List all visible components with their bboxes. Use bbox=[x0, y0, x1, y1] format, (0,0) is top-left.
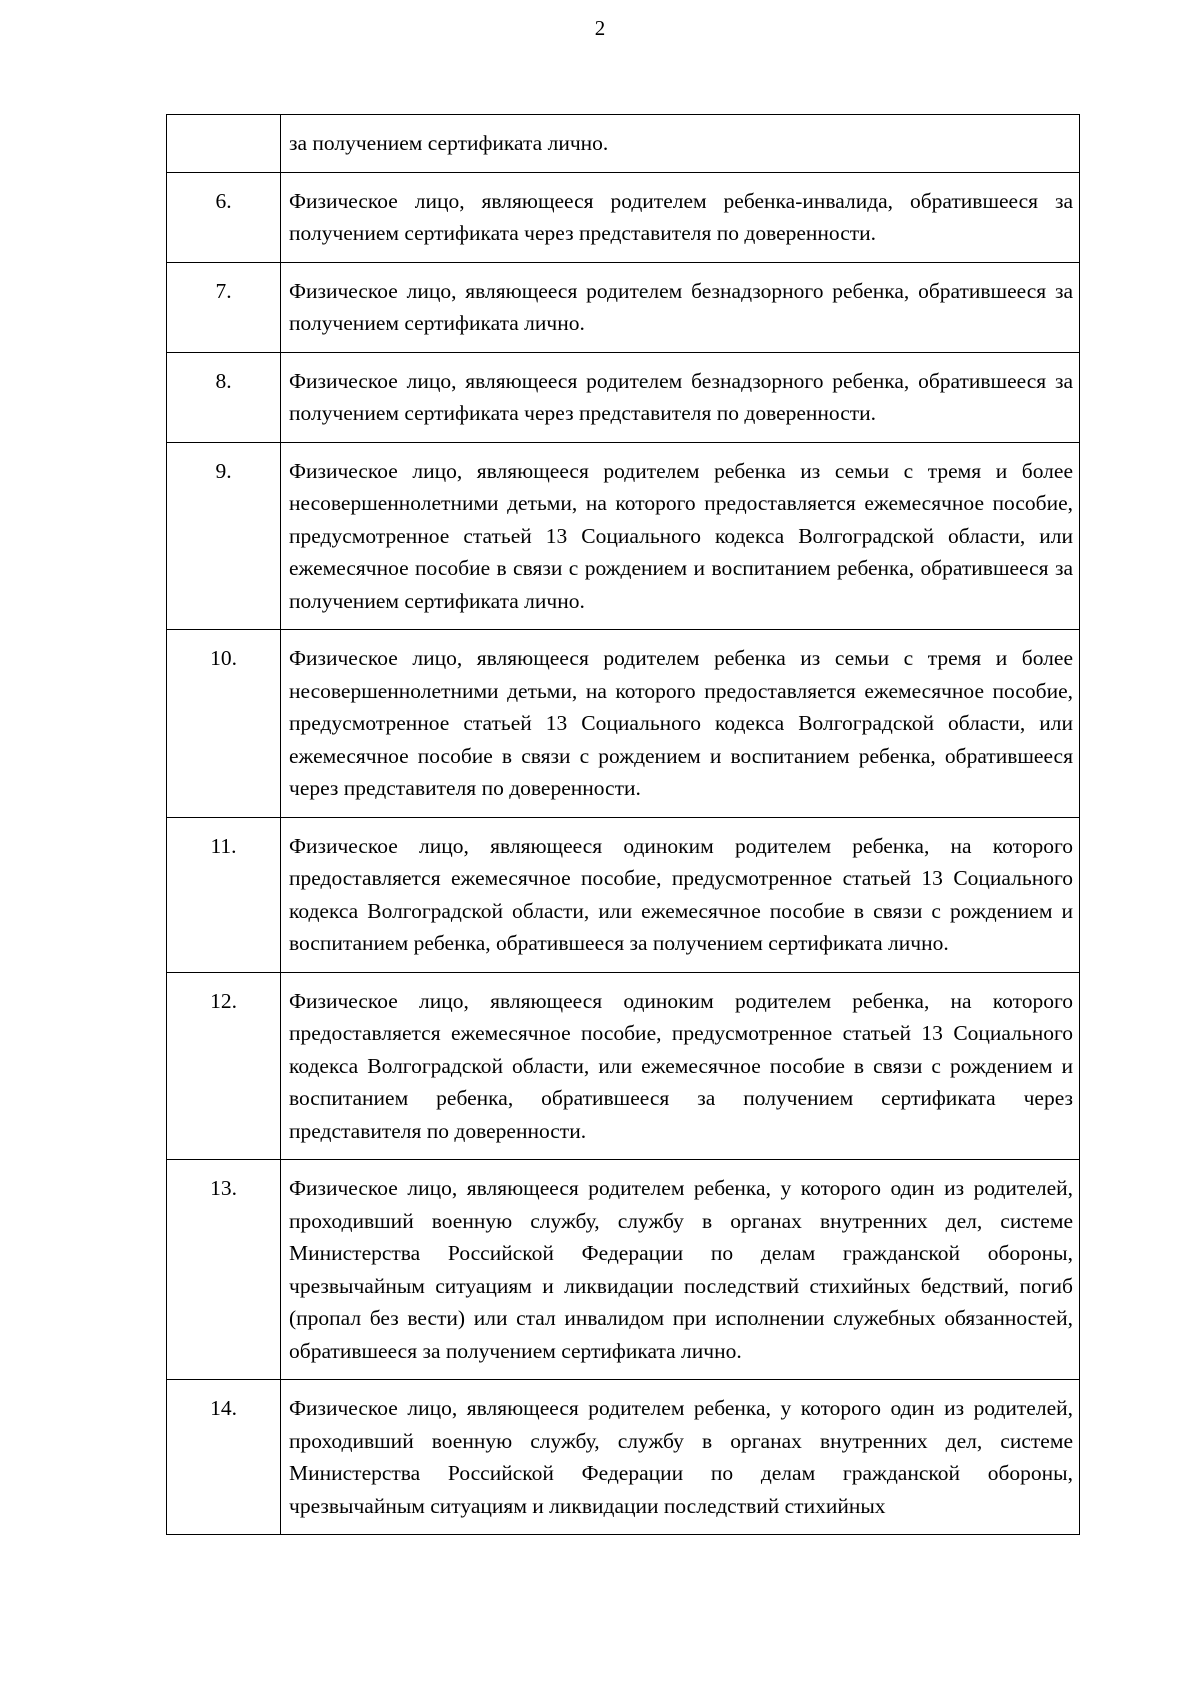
row-number: 11. bbox=[167, 817, 281, 972]
row-number: 12. bbox=[167, 972, 281, 1160]
table-row bbox=[167, 630, 1080, 818]
table-row bbox=[167, 172, 1080, 262]
row-text: Физическое лицо, являющееся родителем ребенка, у которого один из родителей, проходивший военную службу, службу в органах внутренних дел, системе Министерства Российской Федерации по делам гражданской обороны, чрезвычайным ситуациям и ликвидации последствий стихийных bbox=[281, 1380, 1080, 1535]
row-text: Физическое лицо, являющееся родителем безнадзорного ребенка, обратившееся за получением сертификата через представителя по доверенности. bbox=[281, 352, 1080, 442]
table-row bbox=[167, 352, 1080, 442]
row-number: 14. bbox=[167, 1380, 281, 1535]
row-text: Физическое лицо, являющееся родителем ребенка из семьи с тремя и более несовершеннолетними детьми, на которого предоставляется ежемесячное пособие, предусмотренное статьей 13 Социального кодекса Волгоградской области, или ежемесячное пособие в связи с рождением и воспитанием ребенка, обратившееся за получением сертификата лично. bbox=[281, 442, 1080, 630]
table-row bbox=[167, 972, 1080, 1160]
table-row bbox=[167, 817, 1080, 972]
row-text: Физическое лицо, являющееся родителем ребенка, у которого один из родителей, проходивший военную службу, службу в органах внутренних дел, системе Министерства Российской Федерации по делам гражданской обороны, чрезвычайным ситуациям и ликвидации последствий стихийных бедствий, погиб (пропал без вести) или стал инвалидом при исполнении служебных обязанностей, обратившееся за получением сертификата лично. bbox=[281, 1160, 1080, 1380]
row-number: 8. bbox=[167, 352, 281, 442]
table-row bbox=[167, 1380, 1080, 1535]
row-number: 7. bbox=[167, 262, 281, 352]
row-number: 6. bbox=[167, 172, 281, 262]
document-table bbox=[166, 114, 1080, 1535]
row-text: за получением сертификата лично. bbox=[281, 115, 1080, 173]
row-text: Физическое лицо, являющееся родителем ребенка из семьи с тремя и более несовершеннолетними детьми, на которого предоставляется ежемесячное пособие, предусмотренное статьей 13 Социального кодекса Волгоградской области, или ежемесячное пособие в связи с рождением и воспитанием ребенка, обратившееся через представителя по доверенности. bbox=[281, 630, 1080, 818]
table-row bbox=[167, 442, 1080, 630]
row-number bbox=[167, 115, 281, 173]
row-number: 9. bbox=[167, 442, 281, 630]
page-number: 2 bbox=[594, 16, 606, 40]
table-row bbox=[167, 115, 1080, 173]
table-row bbox=[167, 262, 1080, 352]
row-text: Физическое лицо, являющееся родителем безнадзорного ребенка, обратившееся за получением сертификата лично. bbox=[281, 262, 1080, 352]
table-row bbox=[167, 1160, 1080, 1380]
row-text: Физическое лицо, являющееся родителем ребенка-инвалида, обратившееся за получением сертификата через представителя по доверенности. bbox=[281, 172, 1080, 262]
row-number: 13. bbox=[167, 1160, 281, 1380]
row-text: Физическое лицо, являющееся одиноким родителем ребенка, на которого предоставляется ежемесячное пособие, предусмотренное статьей 13 Социального кодекса Волгоградской области, или ежемесячное пособие в связи с рождением и воспитанием ребенка, обратившееся за получением сертификата лично. bbox=[281, 817, 1080, 972]
row-number: 10. bbox=[167, 630, 281, 818]
row-text: Физическое лицо, являющееся одиноким родителем ребенка, на которого предоставляется ежемесячное пособие, предусмотренное статьей 13 Социального кодекса Волгоградской области, или ежемесячное пособие в связи с рождением и воспитанием ребенка, обратившееся за получением сертификата через представителя по доверенности. bbox=[281, 972, 1080, 1160]
